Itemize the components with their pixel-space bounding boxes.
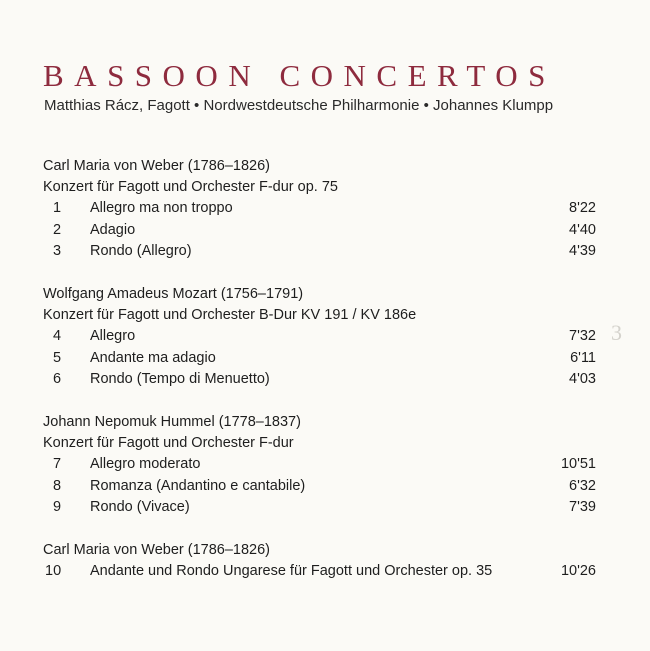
track-title: Allegro [90,328,136,344]
composer-heading: Carl Maria von Weber (1786–1826) [43,158,271,174]
track-row [43,241,603,263]
track-duration: 4'40 [569,221,596,238]
work-title: Konzert für Fagott und Orchester F-dur op. 75 [43,179,338,195]
track-duration: 7'32 [569,328,596,344]
section-hummel-concerto [43,412,603,519]
track-title: Rondo (Tempo di Menuetto) [90,371,270,387]
track-title: Rondo (Vivace) [90,499,190,515]
composer-heading: Wolfgang Amadeus Mozart (1756–1791) [43,286,304,302]
track-number: 1 [53,200,62,216]
track-duration: 7'39 [569,499,596,515]
track-number: 9 [53,499,62,515]
track-duration: 8'22 [569,200,596,216]
track-duration: 10'51 [560,456,596,472]
section-weber-andante [43,540,603,583]
track-number: 2 [53,221,62,238]
composer-heading: Carl Maria von Weber (1786–1826) [43,542,271,558]
track-duration: 4'39 [569,243,596,259]
track-number: 5 [53,349,62,366]
track-number: 3 [53,243,62,259]
track-row [43,561,603,583]
track-number: 10 [45,563,62,579]
track-title: Allegro ma non troppo [90,200,233,216]
track-duration: 6'32 [569,477,596,494]
section-mozart-concerto [43,284,603,391]
track-number: 7 [53,456,62,472]
page-title: BASSOON CONCERTOS [43,58,556,93]
track-row [43,476,603,498]
track-number: 8 [53,477,62,494]
section-weber-concerto [43,156,603,263]
track-row [43,497,603,519]
track-title: Andante und Rondo Ungarese für Fagott und Orchester op. 35 [90,563,493,579]
track-duration: 6'11 [570,349,596,366]
track-title: Andante ma adagio [90,349,216,366]
track-row [43,198,603,220]
track-duration: 4'03 [569,371,596,387]
work-title: Konzert für Fagott und Orchester B-Dur KV 191 / KV 186e [43,307,417,323]
track-row [43,369,603,391]
composer-heading: Johann Nepomuk Hummel (1778–1837) [43,414,301,430]
track-row [43,220,603,242]
track-number: 4 [53,328,62,344]
track-duration: 10'26 [560,563,596,579]
track-title: Romanza (Andantino e cantabile) [90,477,306,494]
track-title: Adagio [90,221,136,238]
track-row [43,348,603,370]
work-title: Konzert für Fagott und Orchester F-dur [43,435,294,451]
track-title: Rondo (Allegro) [90,243,192,259]
track-row [43,454,603,476]
page-number: 3 [611,320,622,345]
track-title: Allegro moderato [90,456,201,472]
performers-line: Matthias Rácz, Fagott • Nordwestdeutsche Philharmonie • Johannes Klumpp [44,97,554,114]
track-row [43,326,603,348]
track-number: 6 [53,371,62,387]
